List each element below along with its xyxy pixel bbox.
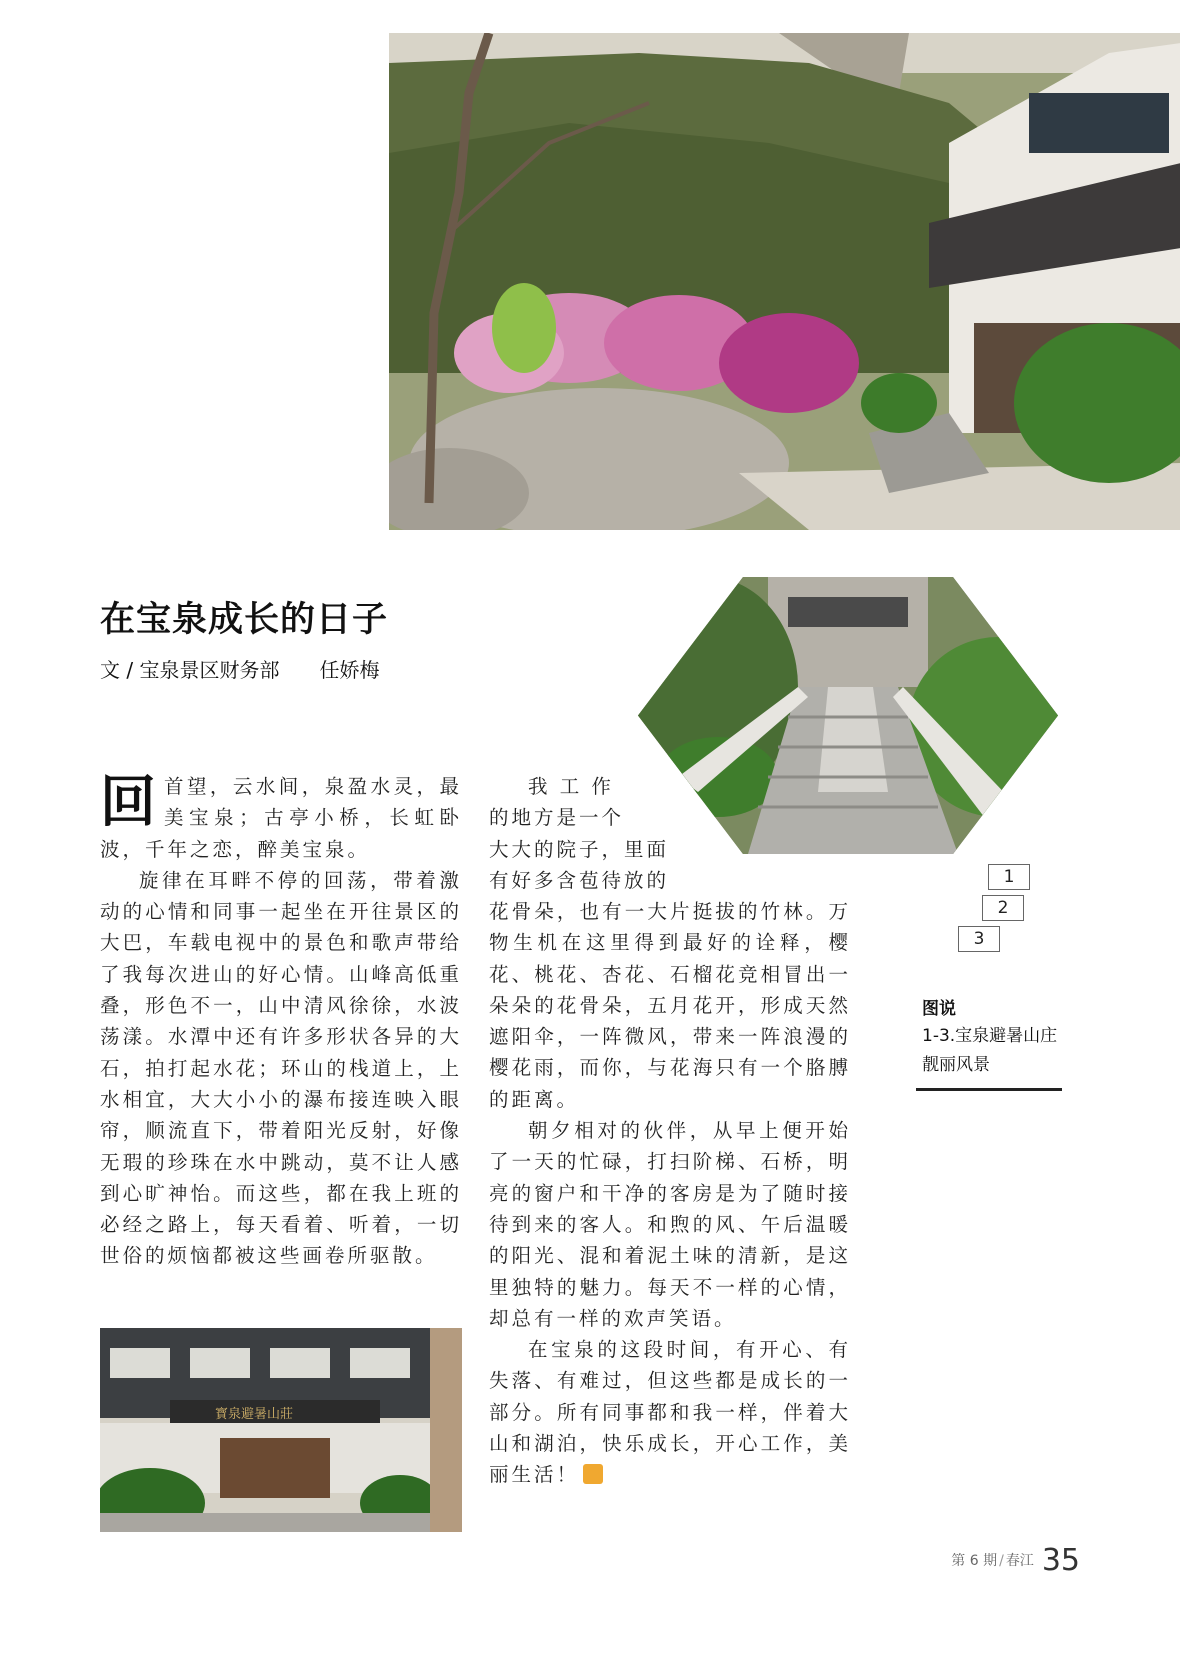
end-mark-icon [583, 1464, 603, 1484]
paragraph-2: 旋律在耳畔不停的回荡，带着激动的心情和同事一起坐在开往景区的大巴，车载电视中的景色和歌声带给了我每次进山的好心情。山峰高低重叠，形色不一，山中清风徐徐，水波荡漾。水潭中还有许多形状各异的大石，拍打起水花；环山的栈道上，上水相宜，大大小小的瀑布接连映入眼帘，顺流直下，带着阳光反射，好像无瑕的珍珠在水中跳动，莫不让人感到心旷神怡。而这些，都在我上班的必经之路上，每天看着、听着，一切世俗的烦恼都被这些画卷所驱散。 [100, 868, 462, 1268]
wrapped-line-1: 我 工 作 [528, 775, 614, 798]
byline-department: 文 / 宝泉景区财务部 [100, 658, 280, 682]
magazine-name: 春江 [1005, 1553, 1034, 1569]
photo-stone-stairway [638, 577, 1058, 854]
wrapped-line-2: 的地方是一个 [489, 806, 625, 830]
page-number: 35 [1041, 1543, 1080, 1578]
drop-cap: 回 [100, 769, 156, 835]
issue-number: 第 6 期 [951, 1553, 998, 1569]
page-footer [951, 1543, 1080, 1578]
body-column-right [489, 896, 851, 1491]
caption-text: 1-3.宝泉避暑山庄靓丽风景 [922, 1026, 1058, 1075]
photo-villa-garden [389, 33, 1180, 530]
paragraph-4: 朝夕相对的伙伴，从早上便开始了一天的忙碌，打扫阶梯、石桥，明亮的窗户和干净的客房是为了随时接待到来的客人。和煦的风、午后温暖的阳光、混和着泥土味的清新，是这里独特的魅力。每天不一样的心情，却总有一样的欢声笑语。 [489, 1119, 851, 1330]
photo-number-3: 3 [958, 926, 1000, 952]
body-column-right-top [489, 771, 689, 896]
paragraph-3: 花骨朵，也有一大片挺拔的竹林。万物生机在这里得到最好的诠释，樱花、桃花、杏花、石榴花竞相冒出一朵朵的花骨朵，五月花开，形成天然遮阳伞，一阵微风，带来一阵浪漫的樱花雨，而你，与花海只有一个胳膊的距离。 [489, 900, 851, 1111]
photo-number-2: 2 [982, 895, 1024, 921]
paragraph-1-text: 首望，云水间，泉盈水灵，最美宝泉；古亭小桥，长虹卧波，千年之恋，醉美宝泉。 [100, 775, 462, 861]
caption-divider [916, 1088, 1062, 1091]
photo-number-1: 1 [988, 864, 1030, 890]
wrapped-line-4: 有好多含苞待放的 [489, 868, 670, 892]
article-byline [100, 654, 379, 683]
paragraph-5 [489, 1334, 851, 1490]
article-title: 在宝泉成长的日子 [100, 599, 389, 640]
building-sign: 寳泉避暑山莊 [215, 1407, 294, 1422]
photo-villa-entrance [100, 1328, 462, 1532]
byline-author: 任娇梅 [319, 658, 380, 682]
body-column-left [100, 771, 462, 1272]
wrapped-line-3: 大大的院子，里面 [489, 837, 670, 861]
paragraph-5-text: 在宝泉的这段时间，有开心、有失落、有难过，但这些都是成长的一部分。所有同事都和我一样，伴着大山和湖泊，快乐成长，开心工作，美丽生活！ [489, 1338, 851, 1487]
caption-heading: 图说 [922, 999, 956, 1019]
footer-separator: / [999, 1553, 1004, 1569]
paragraph-1 [100, 771, 462, 865]
